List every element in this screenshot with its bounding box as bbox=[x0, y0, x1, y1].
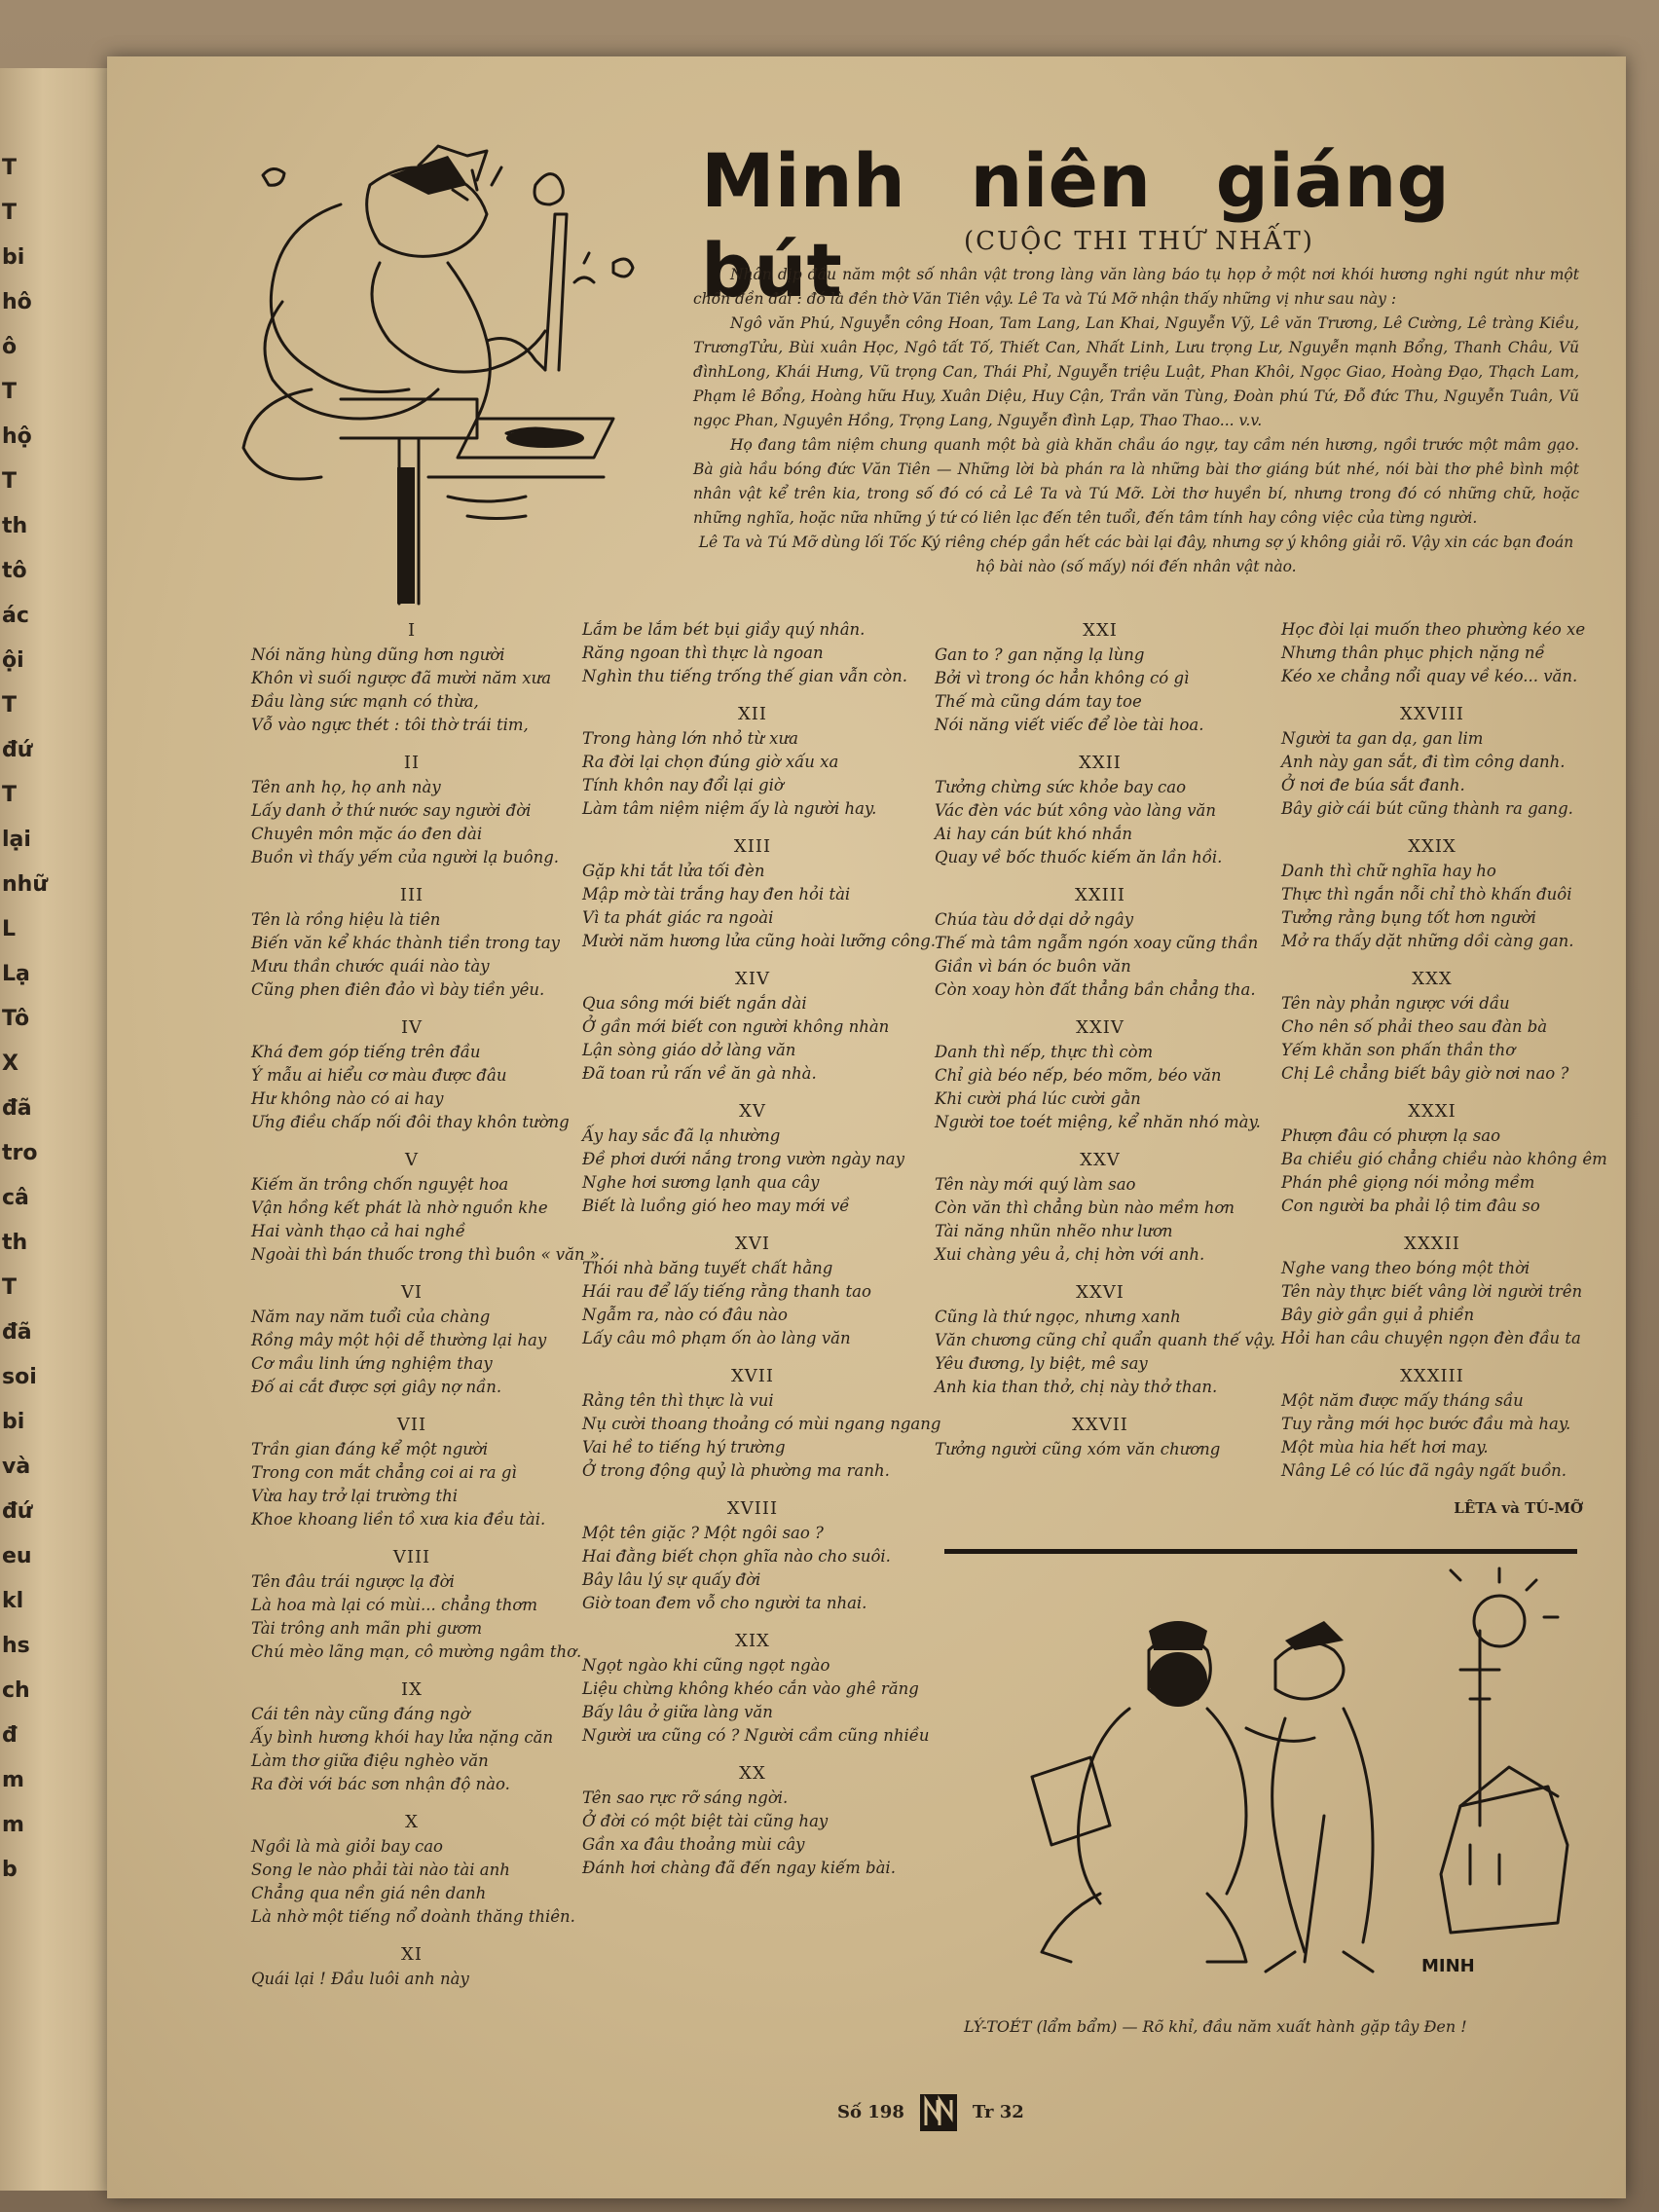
poem-line: Vì ta phát giác ra ngoài bbox=[582, 908, 774, 927]
poem-stanza bbox=[582, 1364, 941, 1483]
poem-stanza bbox=[582, 834, 937, 953]
stanza-number: VIII bbox=[392, 1547, 431, 1567]
poem-line: Nhưng thân phục phịch nặng nề bbox=[1281, 644, 1545, 662]
poem-line: Quái lại ! Đầu luôi anh này bbox=[251, 1970, 469, 1988]
stanza-number: XXVI bbox=[1076, 1282, 1124, 1303]
poem-line: Bây giờ gần gụi ả phiền bbox=[1281, 1306, 1475, 1324]
poem-line: Mười năm hương lửa cũng hoài lưỡng công. bbox=[582, 932, 937, 950]
stanza-number: XXV bbox=[1080, 1150, 1121, 1170]
poem-stanza bbox=[935, 1015, 1266, 1134]
poem-stanza bbox=[251, 618, 572, 737]
stanza-number: XX bbox=[739, 1763, 766, 1784]
stanza-number: XXXIII bbox=[1400, 1366, 1464, 1386]
poem-line: Ra đời với bác sơn nhận độ nào. bbox=[251, 1775, 510, 1793]
poem-stanza bbox=[582, 967, 923, 1086]
poem-line: Rằng tên thì thực là vui bbox=[582, 1391, 774, 1410]
poem-column-3 bbox=[935, 618, 1276, 1475]
poem-line: Cũng phen điên đảo vì bày tiền yêu. bbox=[251, 980, 545, 999]
poem-line: Tên anh họ, họ anh này bbox=[251, 778, 441, 796]
poem-line: Tên sao rực rỡ sáng ngời. bbox=[582, 1788, 789, 1807]
magazine-logo-icon bbox=[918, 2092, 959, 2133]
poem-line: Gặp khi tắt lửa tối đèn bbox=[582, 862, 765, 880]
poem-line: Đầu làng sức mạnh có thừa, bbox=[251, 692, 479, 711]
poem-column-1 bbox=[251, 618, 606, 2005]
poem-line: Tài trông anh mãn phi gươm bbox=[251, 1619, 483, 1638]
poem-stanza bbox=[1281, 1099, 1607, 1218]
poem-line: Còn xoay hòn đất thẳng bần chẳng tha. bbox=[935, 980, 1256, 999]
poem-line: Ai hay cán bút khó nhắn bbox=[935, 825, 1133, 843]
stanza-number: IV bbox=[400, 1017, 424, 1038]
poem-line: Anh kia than thở, chị này thở than. bbox=[935, 1378, 1218, 1396]
poem-line: Nghe vang theo bóng một thời bbox=[1281, 1259, 1530, 1277]
poem-line: Nói năng hùng dũng hơn người bbox=[251, 645, 505, 664]
poem-line: Lấy danh ở thứ nước say người đời bbox=[251, 801, 532, 820]
poem-line: Người ta gan dạ, gan lim bbox=[1281, 729, 1484, 748]
poem-line: Ngoài thì bán thuốc trong thì buôn « văn ». bbox=[251, 1245, 606, 1264]
poem-line: Văn chương cũng chỉ quẩn quanh thế vậy. bbox=[935, 1331, 1276, 1349]
article-title: Minh niên giáng bút bbox=[701, 137, 1450, 313]
intro-paragraph: Họ đang tâm niệm chung quanh một bà già khăn chầu áo ngự, tay cầm nén hương, ngồi trước một mâm gạo. Bà già hầu bóng đức Văn Tiên — Những lời bà phán ra là những bài thơ giáng bút nhé, nói bài thơ phê bình một nhân vật kể trên kia, trong số đó có cả Lê Ta và Tú Mỡ. Lời thơ huyền bí, nhưng trong đó có những chữ, hoặc những nghĩa, hoặc nữa những ý tứ có liên lạc đến tên tuổi, đến tâm tính hay công việc của từng người. bbox=[693, 436, 1579, 527]
stanza-number: XIX bbox=[735, 1631, 770, 1651]
stanza-number: III bbox=[399, 885, 424, 905]
poem-line: Yêu đương, ly biệt, mê say bbox=[935, 1354, 1148, 1373]
stanza-number: XXII bbox=[1079, 753, 1122, 773]
stanza-number: XIV bbox=[735, 969, 770, 989]
poem-line: Một tên giặc ? Một ngôi sao ? bbox=[582, 1524, 824, 1542]
stanza-number: XXXI bbox=[1408, 1101, 1456, 1122]
poem-line: Ấy hay sắc đã lạ nhường bbox=[582, 1126, 781, 1145]
poem-line: Một năm được mấy tháng sầu bbox=[1281, 1391, 1524, 1410]
poem-line: Kéo xe chẳng nổi quay về kéo... văn. bbox=[1281, 667, 1578, 685]
poem-line: Khi cười phá lúc cười gằn bbox=[935, 1089, 1141, 1108]
poem-line: Lấy câu mô phạm ốn ào làng văn bbox=[582, 1329, 851, 1347]
intro-paragraph: Nhân dịp đầu năm một số nhân vật trong làng văn làng báo tụ họp ở một nơi khói hương nghi ngút như một chốn đền đài : đó là đền thờ Văn Tiên vậy. Lê Ta và Tú Mỡ nhận thấy những vị như sau này : bbox=[693, 266, 1579, 308]
poem-line: Vác đèn vác bút xông vào làng văn bbox=[935, 801, 1216, 820]
poem-line: Gan to ? gan nặng lạ lùng bbox=[935, 645, 1145, 664]
poem-line: Một mùa hia hết hơi may. bbox=[1281, 1438, 1489, 1456]
poem-stanza bbox=[1281, 1364, 1583, 1483]
cartoon-caption: LÝ-TOÉT (lẩm bẩm) — Rõ khỉ, đầu năm xuất hành gặp tây Đen ! bbox=[964, 2017, 1467, 2036]
poem-stanza bbox=[582, 1761, 923, 1880]
poem-stanza bbox=[935, 751, 1266, 869]
poem-stanza bbox=[251, 1810, 575, 1929]
poem-line: Còn văn thì chẳng bùn nào mềm hơn bbox=[935, 1198, 1235, 1217]
poem-line: Hư không nào có ai hay bbox=[251, 1089, 444, 1108]
poem-line: Khá đem góp tiếng trên đầu bbox=[251, 1043, 481, 1061]
ly-toet-cartoon bbox=[954, 1563, 1577, 2006]
poem-line: Ấy bình hương khói hay lửa nặng căn bbox=[251, 1728, 554, 1747]
poem-line: Ở gần mới biết con người không nhàn bbox=[582, 1017, 890, 1036]
poem-line: Giờ toan đem vỗ cho người ta nhai. bbox=[582, 1594, 867, 1612]
poem-line: Chúa tàu dở dại dở ngây bbox=[935, 910, 1134, 929]
stanza-number: XV bbox=[739, 1101, 766, 1122]
intro-paragraph: Ngô văn Phú, Nguyễn công Hoan, Tam Lang, Lan Khai, Nguyễn Vỹ, Lê văn Trương, Lê Cường, Lê tràng Kiều, TrươngTửu, Bùi xuân Học, Ngô tất Tố, Thiết Can, Nhất Linh, Lưu trọng Lư, Nguyễn mạnh Bổng, Thanh Châu, Vũ đìnhLong, Khái Hưng, Vũ trọng Can, Thái Phỉ, Nguyễn triệu Luật, Phan Khôi, Ngọc Giao, Hoàng Đạo, Thạch Lam, Phạm lê Bổng, Hoàng hữu Huy, Xuân Diệu, Huy Cận, Trần văn Tùng, Đoàn phú Tứ, Đỗ đức Thu, Nguyễn Tuân, Vũ ngọc Phan, Nguyên Hồng, Trọng Lang, Nguyễn đình Lạp, Thao Thao... v.v. bbox=[693, 314, 1579, 429]
poem-line: Làm tâm niệm niệm ấy là người hay. bbox=[582, 799, 877, 818]
poem-line: Đố ai cắt được sợi giây nợ nần. bbox=[251, 1378, 502, 1396]
poem-line: Nụ cười thoang thoảng có mùi ngang ngang bbox=[582, 1415, 941, 1433]
poem-line: Tên là rồng hiệu là tiên bbox=[251, 910, 441, 929]
stanza-number: XIII bbox=[733, 836, 772, 857]
poem-line: Lận sòng giáo dở làng văn bbox=[582, 1041, 796, 1059]
stanza-number: I bbox=[407, 620, 417, 641]
poem-stanza bbox=[251, 883, 572, 1002]
poem-line: Biết là luồng gió heo may mới về bbox=[582, 1197, 850, 1215]
poem-line: Con người ba phải lộ tim đâu so bbox=[1281, 1197, 1540, 1215]
poem-stanza bbox=[582, 702, 923, 821]
poem-line: Ở trong động quỷ là phường ma ranh. bbox=[582, 1461, 890, 1480]
stanza-number: XXIX bbox=[1408, 836, 1456, 857]
poem-line: Thói nhà băng tuyết chất hằng bbox=[582, 1259, 833, 1277]
poem-line: Hỏi han câu chuyện ngọn đèn đầu ta bbox=[1281, 1329, 1581, 1347]
poem-line: Vai hề to tiếng hý trường bbox=[582, 1438, 786, 1456]
poem-line: Gần xa đâu thoảng mùi cây bbox=[582, 1835, 805, 1854]
poem-line: Trong con mắt chẳng coi ai ra gì bbox=[251, 1463, 517, 1482]
poem-stanza bbox=[582, 618, 923, 688]
poem-line: Đề phơi dưới nắng trong vườn ngày nay bbox=[582, 1150, 904, 1168]
poem-line: Ngọt ngào khi cũng ngọt ngào bbox=[582, 1656, 830, 1675]
poem-line: Quay về bốc thuốc kiếm ăn lần hồi. bbox=[935, 848, 1223, 866]
poem-line: Cũng là thứ ngọc, nhưng xanh bbox=[935, 1308, 1181, 1326]
poem-line: Người toe toét miệng, kể nhăn nhó mày. bbox=[935, 1113, 1261, 1131]
poem-line: Bây giờ cái bút cũng thành ra gang. bbox=[1281, 799, 1573, 818]
poem-stanza bbox=[935, 1148, 1266, 1267]
stanza-number: XI bbox=[401, 1944, 423, 1965]
poem-line: Thế mà tâm ngẫm ngón xoay cũng thần bbox=[935, 934, 1259, 952]
poem-stanza bbox=[251, 1677, 572, 1796]
page-footer bbox=[837, 2083, 1129, 2142]
poem-line: Người ưa cũng có ? Người cầm cũng nhiều bbox=[582, 1726, 930, 1745]
section-divider bbox=[944, 1549, 1577, 1554]
poem-line: Học đòi lại muốn theo phường kéo xe bbox=[1281, 620, 1586, 639]
poem-line: Vỗ vào ngực thét : tôi thờ trái tim, bbox=[251, 716, 529, 734]
poem-line: Tính khôn nay đổi lại giờ bbox=[582, 776, 784, 794]
poem-line: Kiếm ăn trông chốn nguyệt hoa bbox=[251, 1175, 509, 1194]
poem-line: Vận hồng kết phát là nhờ nguồn khe bbox=[251, 1198, 548, 1217]
poem-stanza bbox=[935, 883, 1266, 1002]
issue-number: Số 198 bbox=[837, 2102, 904, 2122]
poem-stanza bbox=[1281, 834, 1583, 953]
stanza-number: XXIII bbox=[1075, 885, 1125, 905]
poem-line: Ngẫm ra, nào có đâu nào bbox=[582, 1306, 788, 1324]
poem-line: Răng ngoan thì thực là ngoan bbox=[582, 644, 824, 662]
poem-line: Mở ra thấy dặt những dồi càng gan. bbox=[1281, 932, 1574, 950]
cartoon-signature: MINH bbox=[1421, 1956, 1475, 1976]
poem-stanza bbox=[251, 751, 572, 869]
stanza-number: IX bbox=[401, 1679, 423, 1700]
stanza-number: VII bbox=[396, 1415, 427, 1435]
poem-line: Chỉ già béo nếp, béo mõm, béo văn bbox=[935, 1066, 1222, 1085]
stanza-number: XXX bbox=[1412, 969, 1453, 989]
poem-stanza bbox=[582, 1232, 923, 1350]
intro-paragraph: Lê Ta và Tú Mỡ dùng lối Tốc Ký riêng chép gần hết các bài lại đây, nhưng sợ ý không giải rõ. Vậy xin các bạn đoán hộ bài nào (số mấy) nói đến nhân vật nào. bbox=[698, 534, 1574, 575]
poem-line: Bởi vì trong óc hẳn không có gì bbox=[935, 669, 1190, 687]
poem-line: Mưu thần chước quái nào tày bbox=[251, 957, 490, 976]
poem-line: Xui chàng yêu ả, chị hờn với anh. bbox=[935, 1245, 1205, 1264]
poem-column-4 bbox=[1281, 618, 1607, 1520]
stanza-number: XXVIII bbox=[1400, 704, 1464, 724]
stanza-number: XXI bbox=[1083, 620, 1118, 641]
poem-line: Ngồi là mà giỏi bay cao bbox=[251, 1837, 443, 1856]
poem-stanza bbox=[582, 1496, 923, 1615]
poem-line: Tài năng nhũn nhẽo như lươn bbox=[935, 1222, 1173, 1240]
stanza-number: V bbox=[405, 1150, 419, 1170]
poem-line: Vừa hay trở lại trường thi bbox=[251, 1487, 459, 1505]
poem-line: Trần gian đáng kể một người bbox=[251, 1440, 489, 1458]
poem-stanza bbox=[582, 1099, 923, 1218]
poem-line: Ba chiều gió chẳng chiều nào không êm bbox=[1281, 1150, 1607, 1168]
poem-line: Nói năng viết viếc để lòe tài hoa. bbox=[935, 716, 1204, 734]
poem-line: Danh thì chữ nghĩa hay ho bbox=[1281, 862, 1496, 880]
poem-stanza bbox=[251, 1545, 582, 1664]
poem-line: Chị Lê chẳng biết bây giờ nơi nao ? bbox=[1281, 1064, 1569, 1083]
poem-stanza bbox=[582, 1629, 930, 1748]
poem-line: Chẳng qua nền giá nên danh bbox=[251, 1884, 487, 1902]
poem-line: Khôn vì suối ngược đã mười năm xưa bbox=[251, 669, 552, 687]
stanza-number: XXXII bbox=[1404, 1234, 1460, 1254]
poem-stanza bbox=[251, 1280, 572, 1399]
poem-line: Chuyên môn mặc áo đen dài bbox=[251, 825, 483, 843]
poem-line: Đánh hơi chàng đã đến ngay kiếm bài. bbox=[582, 1859, 896, 1877]
poem-stanza bbox=[251, 1148, 606, 1267]
stanza-number: VI bbox=[400, 1282, 424, 1303]
poem-line: Yếm khăn son phấn thần thơ bbox=[1281, 1041, 1516, 1059]
poem-line: Song le nào phải tài nào tài anh bbox=[251, 1861, 510, 1879]
poem-line: Tên này mới quý làm sao bbox=[935, 1175, 1136, 1194]
article-subtitle: (CUỘC THI THỨ NHẤT) bbox=[964, 227, 1314, 256]
poem-line: Ra đời lại chọn đúng giờ xấu xa bbox=[582, 753, 839, 771]
poem-line: Đã toan rủ rấn về ăn gà nhà. bbox=[582, 1064, 817, 1083]
poem-line: Ý mẫu ai hiểu cơ màu được đâu bbox=[251, 1066, 507, 1085]
poem-line: Thực thì ngắn nỗi chỉ thò khấn đuôi bbox=[1281, 885, 1572, 903]
poem-line: Liệu chừng không khéo cắn vào ghê răng bbox=[582, 1679, 919, 1698]
stanza-number: XVI bbox=[735, 1234, 770, 1254]
poem-line: Hai vành thạo cả hai nghề bbox=[251, 1222, 465, 1240]
poem-line: Anh này gan sắt, đi tìm công danh. bbox=[1281, 753, 1566, 771]
stanza-number: XVIII bbox=[726, 1498, 779, 1519]
stanza-number: XXVII bbox=[1072, 1415, 1128, 1435]
poem-line: Tên đâu trái ngược lạ đời bbox=[251, 1572, 455, 1591]
poem-line: Tên này phản ngược với dầu bbox=[1281, 994, 1510, 1013]
poem-line: Nghìn thu tiếng trống thế gian vẫn còn. bbox=[582, 667, 907, 685]
poem-line: Thế mà cũng dám tay toe bbox=[935, 692, 1142, 711]
poem-line: Ở nơi đe búa sắt đanh. bbox=[1281, 776, 1465, 794]
poem-stanza bbox=[935, 1280, 1276, 1399]
poem-line: Nâng Lê có lúc đã ngây ngất buồn. bbox=[1281, 1461, 1567, 1480]
poem-line: Bấy lâu ở giữa làng văn bbox=[582, 1703, 773, 1721]
poem-line: Tưởng rằng bụng tốt hơn người bbox=[1281, 908, 1536, 927]
poem-line: Cái tên này cũng đáng ngờ bbox=[251, 1705, 470, 1723]
poem-line: Tuy rằng mới học bước đầu mà hay. bbox=[1281, 1415, 1571, 1433]
poem-line: Tưởng chừng sức khỏe bay cao bbox=[935, 778, 1187, 796]
fortune-teller-illustration bbox=[224, 146, 682, 604]
poem-line: Danh thì nếp, thực thì còm bbox=[935, 1043, 1154, 1061]
poem-stanza bbox=[935, 1413, 1266, 1461]
poem-line: Năm nay năm tuổi của chàng bbox=[251, 1308, 491, 1326]
poem-line: Hai đằng biết chọn ghĩa nào cho suôi. bbox=[582, 1547, 891, 1566]
author-signature: LÊTA và TÚ-MỠ bbox=[1454, 1499, 1583, 1517]
poem-line: Qua sông mới biết ngắn dài bbox=[582, 994, 807, 1013]
poem-line: Lắm be lắm bét bụi giầy quý nhân. bbox=[582, 620, 866, 639]
poem-stanza bbox=[1281, 618, 1586, 688]
stanza-number: X bbox=[405, 1812, 419, 1832]
poem-line: Bây lâu lý sự quấy đời bbox=[582, 1570, 761, 1589]
stanza-number: II bbox=[403, 753, 421, 773]
poem-line: Khoe khoang liền tồ xưa kia đều tài. bbox=[251, 1510, 546, 1529]
stanza-number: XII bbox=[737, 704, 768, 724]
poem-line: Làm thơ giữa điệu nghèo văn bbox=[251, 1751, 489, 1770]
poem-line: Chú mèo lãng mạn, cô mường ngâm thơ. bbox=[251, 1642, 582, 1661]
poem-line: Tưởng người cũng xóm văn chương bbox=[935, 1440, 1221, 1458]
poem-stanza bbox=[251, 1015, 572, 1134]
poem-line: Buồn vì thấy yếm của người lạ buông. bbox=[251, 848, 559, 866]
poem-stanza bbox=[1281, 702, 1583, 821]
poem-stanza bbox=[1281, 1232, 1583, 1350]
poem-line: Trong hàng lớn nhỏ từ xưa bbox=[582, 729, 798, 748]
poem-line: Nghe hơi sương lạnh qua cây bbox=[582, 1173, 820, 1192]
poem-line: Phượn đâu có phượn lạ sao bbox=[1281, 1126, 1501, 1145]
poem-line: Ưng điều chấp nối đôi thay khôn tường bbox=[251, 1113, 570, 1131]
poem-line: Cơ mầu linh ứng nghiệm thay bbox=[251, 1354, 493, 1373]
poem-line: Giần vì bán óc buôn văn bbox=[935, 957, 1131, 976]
poem-line: Mập mờ tài trắng hay đen hỏi tài bbox=[582, 885, 851, 903]
poem-line: Cho nên số phải theo sau đàn bà bbox=[1281, 1017, 1548, 1036]
left-page-fragment-text: T T bi hô ô T hộ T th tô ác ội T đứ T lại nhữ L Lạ Tô X đã tro câ th T đã soi bi và đứ eu kl hs ch đ m m b bbox=[2, 156, 48, 1882]
poem-line: Biến văn kể khác thành tiền trong tay bbox=[251, 934, 560, 952]
poem-line: Phán phê giọng nói mỏng mềm bbox=[1281, 1173, 1535, 1192]
poem-line: Là hoa mà lại có mùi... chẳng thơm bbox=[251, 1596, 537, 1614]
poem-stanza bbox=[251, 1942, 572, 1991]
poem-line: Ở đời có một biệt tài cũng hay bbox=[582, 1812, 829, 1830]
stanza-number: XVII bbox=[730, 1366, 775, 1386]
page-number: Tr 32 bbox=[972, 2102, 1024, 2122]
poem-stanza bbox=[251, 1413, 572, 1531]
poem-line: Là nhờ một tiếng nổ doành thăng thiên. bbox=[251, 1907, 575, 1926]
poem-stanza bbox=[1281, 967, 1583, 1086]
poem-line: Tên này thực biết vâng lời người trên bbox=[1281, 1282, 1583, 1301]
poem-column-2 bbox=[582, 618, 941, 1894]
left-page-stack bbox=[0, 68, 107, 2191]
stanza-number: XXIV bbox=[1076, 1017, 1124, 1038]
poem-stanza bbox=[935, 618, 1266, 737]
intro-text bbox=[693, 263, 1579, 579]
poem-line: Rồng mây một hội dễ thường lại hay bbox=[251, 1331, 547, 1349]
poem-line: Hái rau để lấy tiếng rằng thanh tao bbox=[582, 1282, 871, 1301]
